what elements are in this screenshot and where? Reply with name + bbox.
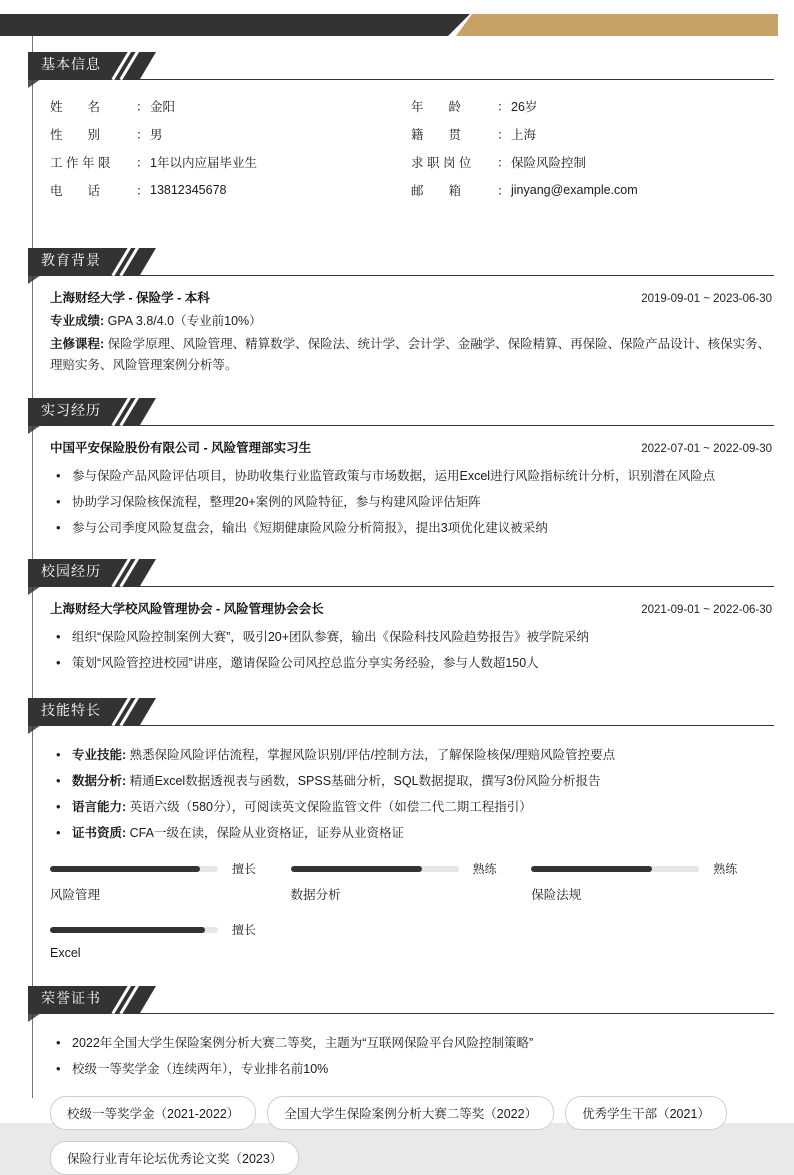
skill-label: 数据分析:	[72, 774, 127, 788]
info-value-name: 金阳	[150, 100, 176, 114]
list-item: • 组织“保险风险控制案例大赛”，吸引20+团队参赛，输出《保险科技风险趋势报告》被学院采纳	[52, 624, 772, 650]
honor-tag-group	[50, 1096, 772, 1175]
info-value-experience: 1年以内应届毕业生	[150, 156, 257, 170]
skill-bar-name: 保险法规	[531, 888, 582, 902]
skill-label: 证书资质:	[72, 826, 127, 840]
info-value-phone: 13812345678	[150, 183, 227, 197]
skill-bar-track	[50, 866, 218, 872]
campus-body	[50, 587, 772, 676]
section-header-internship	[28, 398, 156, 425]
entry-header	[50, 599, 772, 620]
education-date-range: 2019-09-01 ~ 2023-06-30	[641, 293, 772, 305]
education-gpa-label: 专业成绩:	[50, 314, 105, 328]
skill-text: CFA一级在读，保险从业资格证，证券从业资格证	[126, 826, 404, 840]
basic-info-body	[50, 80, 772, 204]
skill-bar-track	[531, 866, 699, 872]
skill-bar-risk-management	[50, 860, 291, 903]
info-row-age	[411, 92, 772, 120]
info-colon: ：	[497, 128, 510, 142]
skill-bar-line	[531, 860, 772, 877]
section-title: 校园经历	[41, 564, 101, 580]
campus-bullet-list	[50, 624, 772, 676]
honor-tag[interactable]: 保险行业青年论坛优秀论文奖（2023）	[50, 1141, 299, 1175]
section-education	[0, 248, 794, 376]
skill-bar-line	[50, 921, 291, 938]
list-item: • 参与公司季度风险复盘会，输出《短期健康险风险分析简报》，提出3项优化建议被采纳	[52, 515, 772, 541]
skill-bar-excel	[50, 921, 291, 960]
list-item: • 策划“风险管控进校园”讲座，邀请保险公司风控总监分享实务经验，参与人数超150人	[52, 650, 772, 676]
list-item: • 校级一等奖学金（连续两年），专业排名前10%	[52, 1056, 772, 1082]
section-header-tail	[28, 586, 41, 595]
section-header-tail	[28, 79, 41, 88]
info-colon: ：	[136, 128, 149, 142]
skill-bar-data-analysis	[291, 860, 532, 903]
campus-org-role: 上海财经大学校风险管理协会 - 风险管理协会会长	[50, 602, 324, 616]
list-item: • 2022年全国大学生保险案例分析大赛二等奖，主题为“互联网保险平台风险控制策略”	[52, 1030, 772, 1056]
list-item: • 协助学习保险核保流程，整理20+案例的风险特征，参与构建风险评估矩阵	[52, 489, 772, 515]
list-item-professional-skills	[52, 742, 772, 768]
list-item-data-analysis	[52, 768, 772, 794]
top-banner-dark-bar	[0, 14, 470, 36]
entry-header	[50, 288, 772, 309]
info-colon: ：	[497, 100, 510, 114]
section-honors	[0, 986, 794, 1175]
skill-bar-line	[50, 860, 291, 877]
education-entry	[50, 288, 772, 376]
internship-bullet-list	[50, 463, 772, 541]
honor-tag[interactable]: 全国大学生保险案例分析大赛二等奖（2022）	[267, 1096, 554, 1130]
info-row-experience	[50, 148, 411, 176]
info-label: 年 龄	[411, 100, 462, 114]
skills-bullet-list	[50, 742, 772, 846]
section-title: 教育背景	[41, 253, 101, 269]
skill-bar-level: 熟练	[713, 862, 738, 876]
section-header-tail	[28, 275, 41, 284]
internship-entry	[50, 438, 772, 541]
info-label: 籍 贯	[411, 128, 462, 142]
skill-bar-line	[291, 860, 532, 877]
section-basic-info	[0, 52, 794, 204]
education-gpa-line	[50, 309, 772, 332]
info-label: 邮 箱	[411, 184, 462, 198]
info-value-hometown: 上海	[511, 128, 537, 142]
skill-bar-group	[50, 860, 772, 978]
section-title: 基本信息	[41, 57, 101, 73]
info-value-age: 26岁	[511, 100, 538, 114]
section-header-tail	[28, 1013, 41, 1022]
section-skills	[0, 698, 794, 978]
skill-bar-level: 擅长	[232, 923, 257, 937]
skills-body	[50, 726, 772, 978]
list-item: • 参与保险产品风险评估项目，协助收集行业监管政策与市场数据，运用Excel进行风险指标统计分析，识别潜在风险点	[52, 463, 772, 489]
education-gpa-value: GPA 3.8/4.0（专业前10%）	[107, 314, 262, 328]
skill-bar-fill	[50, 866, 200, 872]
honors-body	[50, 1014, 772, 1175]
skill-bar-level: 擅长	[232, 862, 257, 876]
info-label: 性 别	[50, 128, 101, 142]
internship-company-role: 中国平安保险股份有限公司 - 风险管理部实习生	[50, 441, 312, 455]
info-label: 电 话	[50, 184, 101, 198]
honors-bullet-list	[50, 1030, 772, 1082]
section-campus	[0, 559, 794, 676]
info-colon: ：	[497, 156, 510, 170]
top-banner	[0, 14, 794, 36]
section-header-tail	[28, 725, 41, 734]
section-header-campus	[28, 559, 156, 586]
info-value-gender: 男	[150, 128, 163, 142]
campus-entry	[50, 599, 772, 676]
skill-bar-fill	[50, 927, 205, 933]
info-colon: ：	[136, 156, 149, 170]
skill-bar-insurance-law	[531, 860, 772, 903]
section-title: 实习经历	[41, 403, 101, 419]
education-body	[50, 276, 772, 376]
skill-bar-track	[50, 927, 218, 933]
info-row-name	[50, 92, 411, 120]
info-row-hometown	[411, 120, 772, 148]
info-colon: ：	[497, 184, 510, 198]
list-item-certificates	[52, 820, 772, 846]
skill-text: 熟悉保险风险评估流程，掌握风险识别/评估/控制方法，了解保险核保/理赔风险管控要点	[126, 748, 616, 762]
list-item-language	[52, 794, 772, 820]
honor-tag[interactable]: 优秀学生干部（2021）	[565, 1096, 727, 1130]
basic-info-left-column	[50, 92, 411, 204]
section-header-honors	[28, 986, 156, 1013]
honor-tag[interactable]: 校级一等奖学金（2021-2022）	[50, 1096, 256, 1130]
education-courses-label: 主修课程:	[50, 337, 105, 351]
skill-bar-fill	[531, 866, 652, 872]
skill-bar-name: Excel	[50, 946, 81, 960]
skill-text: 英语六级（580分），可阅读英文保险监管文件（如偿二代二期工程指引）	[126, 800, 532, 814]
section-header-skills	[28, 698, 156, 725]
top-banner-gold-bar	[456, 14, 778, 36]
campus-date-range: 2021-09-01 ~ 2022-06-30	[641, 604, 772, 616]
education-school-major: 上海财经大学 - 保险学 - 本科	[50, 291, 210, 305]
skill-bar-name: 数据分析	[290, 888, 341, 902]
info-row-email	[411, 176, 772, 204]
info-value-email: jinyang@example.com	[511, 183, 638, 197]
skill-text: 精通Excel数据透视表与函数，SPSS基础分析，SQL数据提取，撰写3份风险分析报告	[126, 774, 601, 788]
info-colon: ：	[136, 100, 149, 114]
section-header-tail	[28, 425, 41, 434]
info-row-position	[411, 148, 772, 176]
info-row-phone	[50, 176, 411, 204]
skill-bar-level: 熟练	[472, 862, 497, 876]
section-header-education	[28, 248, 156, 275]
internship-body	[50, 426, 772, 541]
basic-info-grid	[50, 92, 772, 204]
info-label: 求 职 岗 位	[411, 156, 472, 170]
info-label: 姓 名	[50, 100, 101, 114]
internship-date-range: 2022-07-01 ~ 2022-09-30	[641, 443, 772, 455]
skill-bar-name: 风险管理	[50, 888, 101, 902]
info-row-gender	[50, 120, 411, 148]
info-value-position: 保险风险控制	[511, 156, 587, 170]
info-colon: ：	[136, 184, 149, 198]
education-courses-value: 保险学原理、风险管理、精算数学、保险法、统计学、会计学、金融学、保险精算、再保险、保险产品设计、核保实务、理赔实务、风险管理案例分析等。	[50, 337, 771, 372]
skill-bar-track	[291, 866, 459, 872]
skill-label: 专业技能:	[72, 748, 127, 762]
section-title: 技能特长	[41, 703, 101, 719]
entry-header	[50, 438, 772, 459]
section-title: 荣誉证书	[41, 991, 101, 1007]
section-header-basic-info	[28, 52, 156, 79]
info-label: 工 作 年 限	[50, 156, 111, 170]
skill-bar-fill	[291, 866, 422, 872]
basic-info-right-column	[411, 92, 772, 204]
education-courses-line	[50, 332, 772, 376]
skill-label: 语言能力:	[72, 800, 127, 814]
section-internship	[0, 398, 794, 541]
